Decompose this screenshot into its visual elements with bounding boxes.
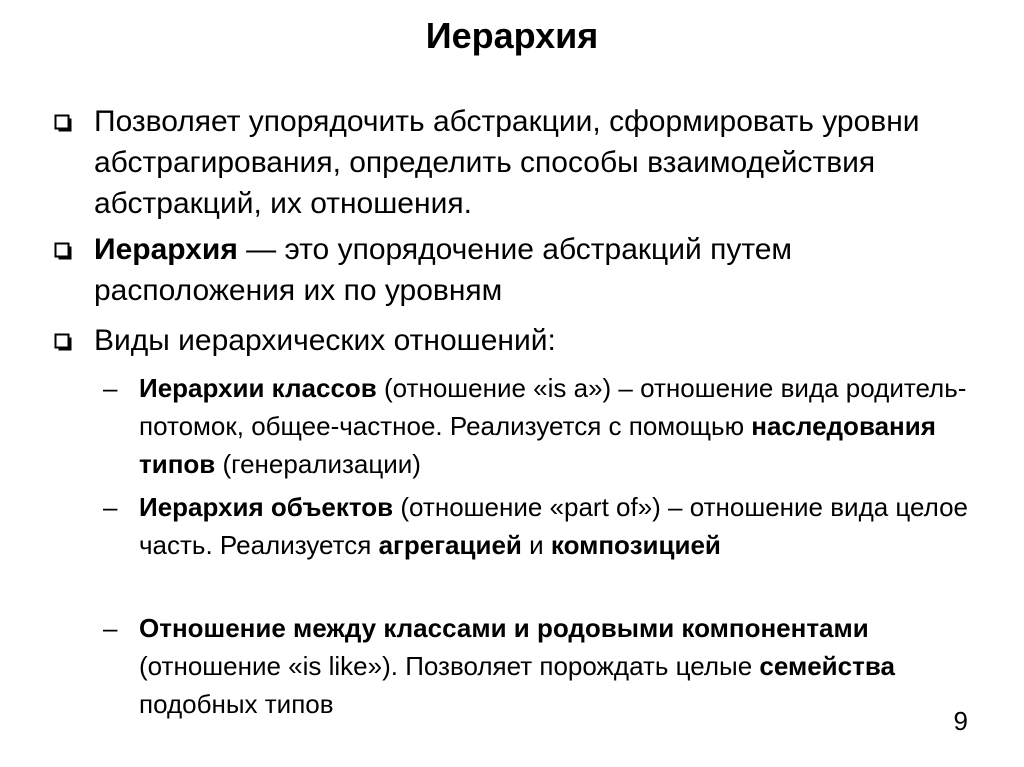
page-number: 9 xyxy=(953,706,968,736)
sub-bullet-text xyxy=(139,369,983,483)
bold-term: Иерархии классов xyxy=(139,373,377,403)
bullet-text: Позволяет упорядочить абстракции, сформировать уровни абстрагирования, определить способы взаимодействия абстракций, их отношения. xyxy=(94,105,920,220)
slide-title: Иерархия xyxy=(425,15,599,56)
text-span: (отношение «is a») – отношение вида родитель-потомок, общее-частное. Реализуется с помощью xyxy=(139,373,967,441)
bold-term: агрегацией xyxy=(378,530,522,560)
bullet-text xyxy=(94,229,974,311)
bullet-item xyxy=(54,101,974,224)
text-span: (генерализации) xyxy=(215,449,421,479)
bold-term: семейства xyxy=(759,651,895,681)
bullet-definition: — это упорядочение абстракций путем расположения их по уровням xyxy=(94,233,793,307)
bullet-item xyxy=(54,320,974,361)
bullet-text: Виды иерархических отношений: xyxy=(94,324,556,357)
dash-marker: – xyxy=(103,373,118,403)
checkbox-bullet-icon xyxy=(54,114,73,133)
bold-term: Иерархия объектов xyxy=(139,492,394,522)
text-span: (отношение «is like»). Позволяет порождать целые xyxy=(139,651,760,681)
checkbox-bullet-icon xyxy=(54,333,73,352)
checkbox-bullet-icon xyxy=(54,242,73,261)
bullet-item xyxy=(54,229,974,311)
bullet-term: Иерархия xyxy=(94,233,238,266)
sub-bullet-item xyxy=(103,488,983,564)
bold-term: Отношение между классами и родовыми компонентами xyxy=(139,613,869,643)
text-span: и xyxy=(521,530,551,560)
sub-bullet-text xyxy=(139,488,983,564)
dash-marker: – xyxy=(103,613,118,643)
bold-term: наследования типов xyxy=(139,411,936,479)
sub-bullet-text xyxy=(139,609,983,723)
text-span: (отношение «part of») – отношение вида целое часть. Реализуется xyxy=(139,492,968,560)
dash-marker: – xyxy=(103,492,118,522)
bold-term: композицией xyxy=(550,530,721,560)
sub-bullet-item xyxy=(103,369,983,483)
sub-bullet-item xyxy=(103,609,983,723)
text-span: подобных типов xyxy=(139,689,334,719)
